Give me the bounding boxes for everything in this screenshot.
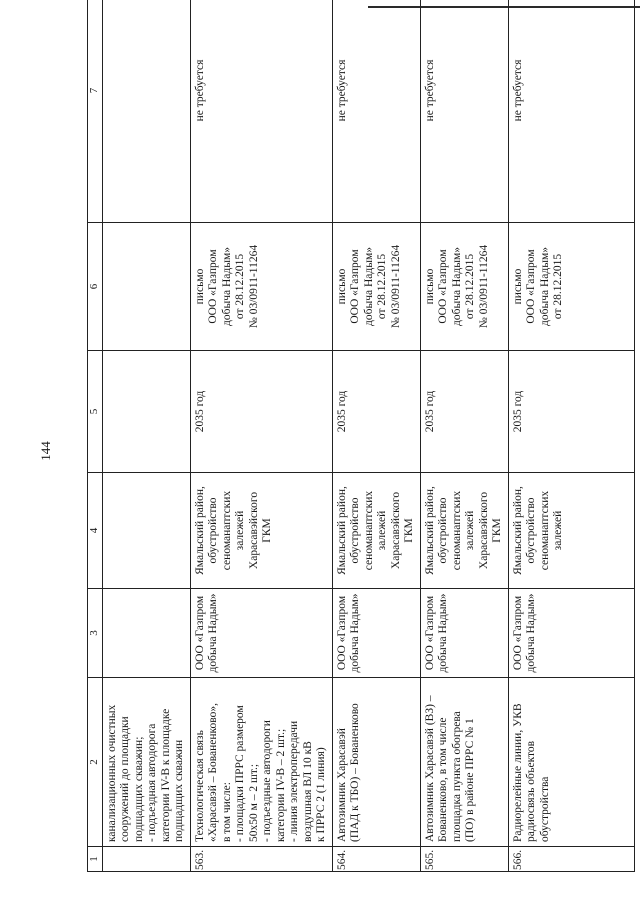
deadline: 2035 год [190, 351, 332, 473]
object-description: Радиорелейные линии, УКВ радиосвязь объектов обустройства [508, 678, 634, 847]
location: Ямальский район, обустройство сеноманаптских залежей Харасавэйского ГКМ [332, 473, 420, 589]
object-description: Автозимник Харасавэй (ПАД к ТБО) – Бованенково [332, 678, 420, 847]
col-header-6: 6 [88, 223, 103, 351]
col-header-2: 2 [88, 678, 103, 847]
col-header-4: 4 [88, 473, 103, 589]
table-row [508, 0, 634, 872]
deadline: 2035 год [420, 351, 508, 473]
deadline: 2035 год [508, 351, 634, 473]
organization: ООО «Газпром добыча Надым» [190, 589, 332, 678]
col-header-7: 7 [88, 0, 103, 223]
table-row [332, 0, 420, 872]
location: Ямальский район, обустройство сеноманаптских залежей Харасавэйского ГКМ [420, 473, 508, 589]
requirement: не требуется [508, 0, 634, 223]
deadline: 2035 год [332, 351, 420, 473]
row-number: 564. [332, 847, 420, 872]
object-description: Автозимник Харасавэй (ВЗ) – Бованенково, в том числе площадка пункта обогрева (ПО) в районе ПРРС № 1 [420, 678, 508, 847]
location: Ямальский район, обустройство сеноманаптских залежей Харасавэйского ГКМ [190, 473, 332, 589]
source-document: письмо ООО «Газпром добыча Надым» от 28.12.2015 № 03/0911-11264 [190, 223, 332, 351]
object-description: Технологическая связь «Харасавэй – Бованенково», в том числе: - площадки ПРРС размером 50х50 м – 2 шт.; - подъездные автодороги категории IV-В – 2 шт.; - линия электропередачи воздушная ВЛ 10 кВ к ПРРС 2 (1 линия) [190, 678, 332, 847]
table-row-continuation [102, 0, 190, 872]
col-header-3: 3 [88, 589, 103, 678]
source-document: письмо ООО «Газпром добыча Надым» от 28.12.2015 № 03/0911-11264 [420, 223, 508, 351]
object-description: канализационных очистных сооружений до площадки подщадщих скважин; - подъездная автодорога категории IV-В к площадке подщадщих скважин [102, 678, 190, 847]
source-document: письмо ООО «Газпром добыча Надым» от 28.12.2015 № 03/0911-11264 [332, 223, 420, 351]
column-number-row [88, 0, 103, 872]
row-number: 563. [190, 847, 332, 872]
registry-table [87, 0, 635, 872]
table-row [420, 0, 508, 872]
col-header-1: 1 [88, 847, 103, 872]
requirement: не требуется [420, 0, 508, 223]
col-header-5: 5 [88, 351, 103, 473]
row-number: 565. [420, 847, 508, 872]
rotated-table-container [87, 22, 607, 872]
organization: ООО «Газпром добыча Надым» [508, 589, 634, 678]
row-number: 566. [508, 847, 634, 872]
requirement: не требуется [190, 0, 332, 223]
page-number: 144 [38, 441, 53, 461]
table-row [190, 0, 332, 872]
source-document: письмо ООО «Газпром добыча Надым» от 28.12.2015 [508, 223, 634, 351]
requirement: не требуется [332, 0, 420, 223]
organization: ООО «Газпром добыча Надым» [332, 589, 420, 678]
organization: ООО «Газпром добыча Надым» [420, 589, 508, 678]
location: Ямальский район, обустройство сеноманаптских залежей [508, 473, 634, 589]
